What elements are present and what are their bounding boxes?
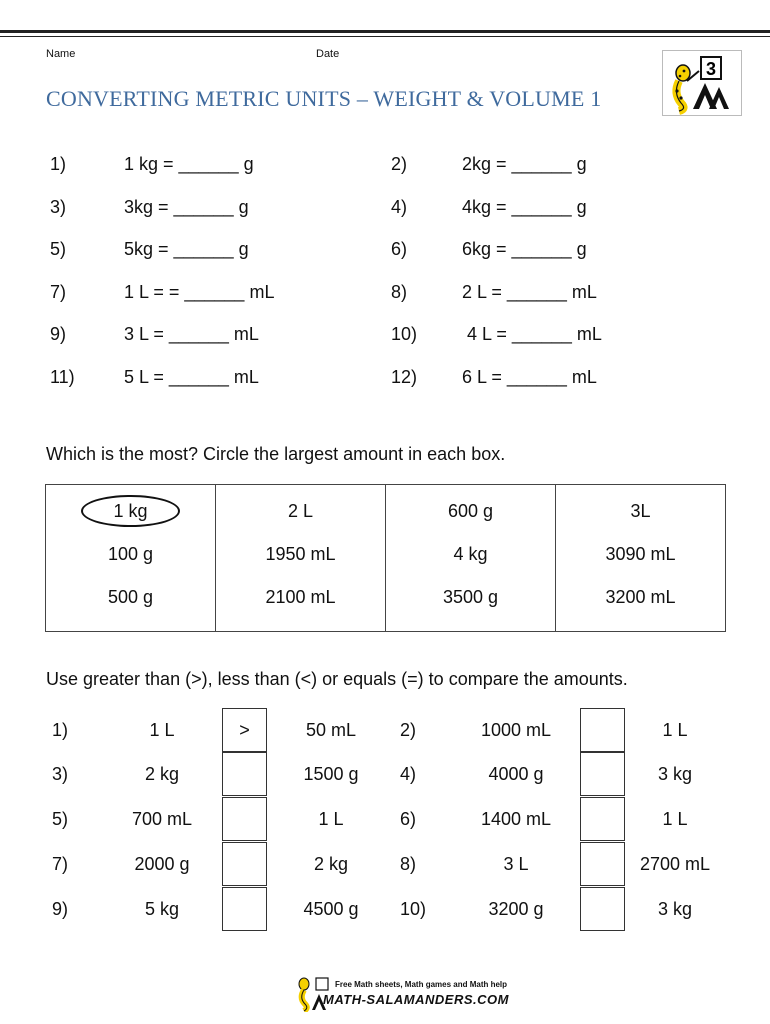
compare-left-amount: 2000 g bbox=[134, 854, 190, 874]
conversion-question: 3 L = ______ mL bbox=[124, 324, 259, 344]
conversion-question: 4kg = ______ g bbox=[462, 197, 587, 217]
most-option: 2 L bbox=[287, 501, 314, 521]
conversion-question: 5kg = ______ g bbox=[124, 239, 249, 259]
most-option: 500 g bbox=[107, 587, 154, 607]
most-table bbox=[45, 484, 726, 632]
circled-answer: 1 kg bbox=[81, 495, 179, 527]
compare-right-amount: 3 kg bbox=[657, 899, 693, 919]
question-number: 1) bbox=[50, 154, 67, 174]
question-number: 5) bbox=[50, 239, 67, 259]
compare-right-amount: 1 L bbox=[318, 809, 344, 829]
conversion-question: 2 L = ______ mL bbox=[462, 282, 597, 302]
top-rule bbox=[0, 30, 770, 33]
compare-left-amount: 5 kg bbox=[144, 899, 180, 919]
most-option: 4 kg bbox=[453, 544, 488, 564]
question-number: 9) bbox=[50, 324, 67, 344]
question-number: 9) bbox=[52, 899, 69, 919]
compare-left-amount: 700 mL bbox=[131, 809, 193, 829]
question-number: 4) bbox=[391, 197, 408, 217]
compare-right-amount: 3 kg bbox=[657, 764, 693, 784]
question-number: 6) bbox=[391, 239, 408, 259]
question-number: 3) bbox=[52, 764, 69, 784]
question-number: 8) bbox=[400, 854, 417, 874]
date-label: Date bbox=[316, 48, 340, 60]
page-title: CONVERTING METRIC UNITS – WEIGHT & VOLUME 1 bbox=[46, 86, 602, 111]
conversion-question: 1 L = = ______ mL bbox=[124, 282, 275, 302]
compare-left-amount: 3200 g bbox=[488, 899, 544, 919]
conversion-question: 3kg = ______ g bbox=[124, 197, 249, 217]
footer-tagline: Free Math sheets, Math games and Math help bbox=[335, 980, 508, 989]
most-option: 2100 mL bbox=[265, 587, 336, 607]
question-number: 1) bbox=[52, 720, 69, 740]
question-number: 5) bbox=[52, 809, 69, 829]
compare-right-amount: 2700 mL bbox=[639, 854, 711, 874]
question-number: 11) bbox=[50, 367, 75, 387]
question-number: 7) bbox=[50, 282, 67, 302]
most-option: 3L bbox=[630, 501, 651, 521]
compare-right-amount: 2 kg bbox=[313, 854, 349, 874]
comparison-answer-box[interactable] bbox=[222, 752, 267, 796]
compare-right-amount: 1 L bbox=[662, 720, 688, 740]
most-option: 3200 mL bbox=[605, 587, 676, 607]
question-number: 4) bbox=[400, 764, 417, 784]
question-number: 12) bbox=[391, 367, 418, 387]
conversion-question: 6kg = ______ g bbox=[462, 239, 587, 259]
question-number: 6) bbox=[400, 809, 417, 829]
compare-right-amount: 50 mL bbox=[305, 720, 357, 740]
compare-left-amount: 4000 g bbox=[488, 764, 544, 784]
comparison-answer-box[interactable]: > bbox=[222, 708, 267, 752]
conversion-question: 2kg = ______ g bbox=[462, 154, 587, 174]
conversion-question: 4 L = ______ mL bbox=[462, 324, 602, 344]
compare-left-amount: 2 kg bbox=[144, 764, 180, 784]
top-rule-thin bbox=[0, 36, 770, 37]
grade-logo bbox=[662, 50, 742, 116]
comparison-answer-box[interactable] bbox=[222, 797, 267, 841]
compare-left-amount: 3 L bbox=[503, 854, 529, 874]
compare-right-amount: 1 L bbox=[662, 809, 688, 829]
comparison-answer-box[interactable] bbox=[222, 887, 267, 931]
question-number: 10) bbox=[400, 899, 427, 919]
most-option: 1950 mL bbox=[265, 544, 336, 564]
name-label: Name bbox=[46, 48, 76, 60]
compare-left-amount: 1 L bbox=[149, 720, 175, 740]
most-box-4 bbox=[556, 485, 726, 632]
most-box-2 bbox=[216, 485, 386, 632]
most-option: 600 g bbox=[447, 501, 494, 521]
compare-right-amount: 4500 g bbox=[303, 899, 359, 919]
compare-left-amount: 1000 mL bbox=[480, 720, 552, 740]
compare-instruction: Use greater than (>), less than (<) or equals (=) to compare the amounts. bbox=[46, 669, 628, 689]
most-instruction: Which is the most? Circle the largest amount in each box. bbox=[46, 444, 506, 464]
most-option: 3500 g bbox=[442, 587, 499, 607]
compare-right-amount: 1500 g bbox=[303, 764, 359, 784]
question-number: 10) bbox=[391, 324, 418, 344]
conversion-question: 5 L = ______ mL bbox=[124, 367, 259, 387]
grade-number: 3 bbox=[705, 59, 717, 79]
comparison-answer-box[interactable] bbox=[222, 842, 267, 886]
most-option: 100 g bbox=[107, 544, 154, 564]
question-number: 2) bbox=[400, 720, 417, 740]
conversion-question: 6 L = ______ mL bbox=[462, 367, 597, 387]
compare-left-amount: 1400 mL bbox=[480, 809, 552, 829]
question-number: 2) bbox=[391, 154, 408, 174]
question-number: 7) bbox=[52, 854, 69, 874]
most-box-1 bbox=[46, 485, 216, 632]
most-option: 3090 mL bbox=[605, 544, 676, 564]
most-box-3 bbox=[386, 485, 556, 632]
footer-site-link[interactable]: MATH-SALAMANDERS.COM bbox=[323, 992, 509, 1007]
conversion-question: 1 kg = ______ g bbox=[124, 154, 254, 174]
salamander-logo-icon bbox=[663, 51, 741, 115]
question-number: 3) bbox=[50, 197, 67, 217]
question-number: 8) bbox=[391, 282, 408, 302]
